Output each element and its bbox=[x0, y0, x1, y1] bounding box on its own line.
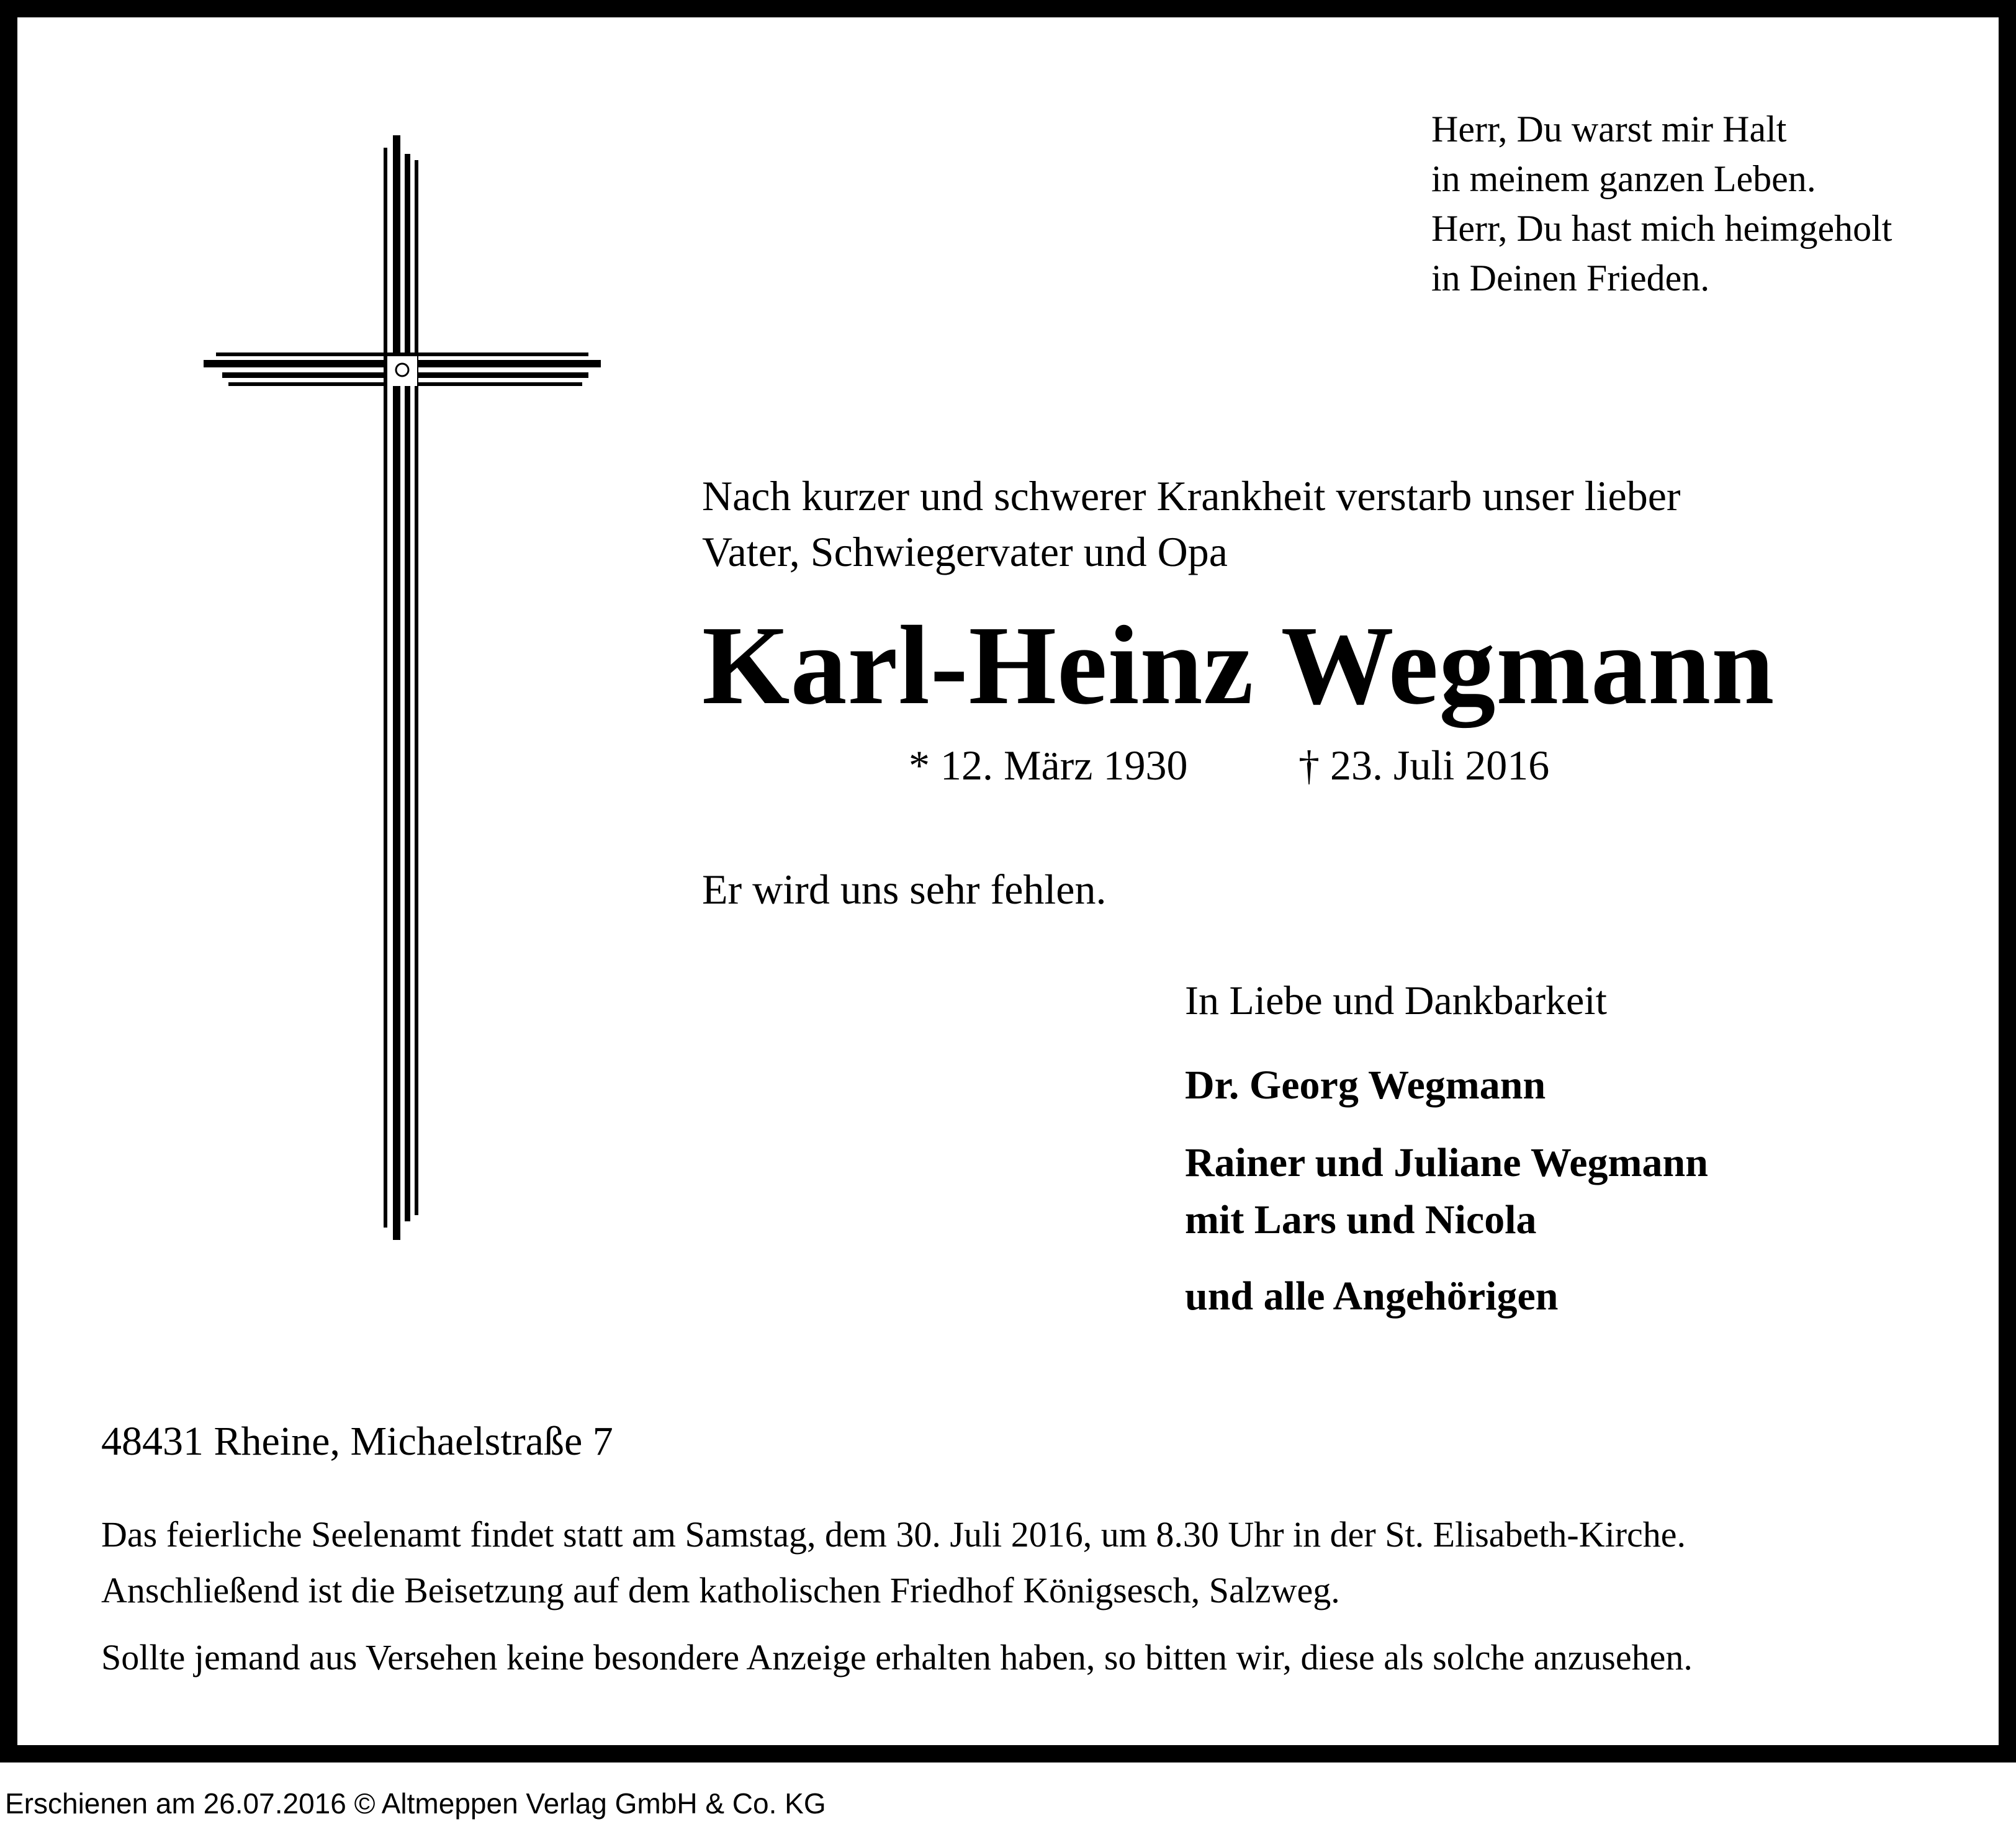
mourners-heading: In Liebe und Dankbarkeit bbox=[1185, 978, 1607, 1023]
verse-line: in meinem ganzen Leben. bbox=[1431, 158, 1816, 199]
death-date: † 23. Juli 2016 bbox=[1298, 742, 1550, 789]
service-line-1: Das feierliche Seelenamt findet statt am Samstag, dem 30. Juli 2016, um 8.30 Uhr in der St. Elisabeth-Kirche. bbox=[101, 1514, 1686, 1555]
mourner-name: und alle Angehörigen bbox=[1185, 1273, 1559, 1319]
funeral-service-info bbox=[101, 1507, 1686, 1619]
intro-line-2: Vater, Schwiegervater und Opa bbox=[702, 528, 1228, 575]
family-address: 48431 Rheine, Michaelstraße 7 bbox=[101, 1419, 613, 1464]
bible-verse bbox=[1431, 104, 1892, 303]
verse-line: Herr, Du hast mich heimgeholt bbox=[1431, 208, 1892, 249]
mourner-family bbox=[1185, 1134, 1708, 1249]
mourner-name: Rainer und Juliane Wegmann bbox=[1185, 1140, 1708, 1185]
death-announcement-intro bbox=[702, 468, 1681, 580]
deceased-name: Karl-Heinz Wegmann bbox=[702, 603, 1775, 728]
mourner-name: mit Lars und Nicola bbox=[1185, 1197, 1537, 1242]
service-line-2: Anschließend ist die Beisetzung auf dem katholischen Friedhof Königsesch, Salzweg. bbox=[101, 1570, 1340, 1610]
intro-line-1: Nach kurzer und schwerer Krankheit verstarb unser lieber bbox=[702, 472, 1681, 519]
publication-footer: Erschienen am 26.07.2016 © Altmeppen Verlag GmbH & Co. KG bbox=[5, 1787, 826, 1820]
verse-line: in Deinen Frieden. bbox=[1431, 258, 1710, 299]
notice-text: Sollte jemand aus Versehen keine besondere Anzeige erhalten haben, so bitten wir, diese als solche anzusehen. bbox=[101, 1637, 1693, 1677]
verse-line: Herr, Du warst mir Halt bbox=[1431, 109, 1787, 150]
birth-date: * 12. März 1930 bbox=[909, 742, 1188, 789]
remembrance-text: Er wird uns sehr fehlen. bbox=[702, 866, 1107, 913]
cross-icon bbox=[204, 135, 601, 1240]
mourner-name: Dr. Georg Wegmann bbox=[1185, 1062, 1546, 1108]
